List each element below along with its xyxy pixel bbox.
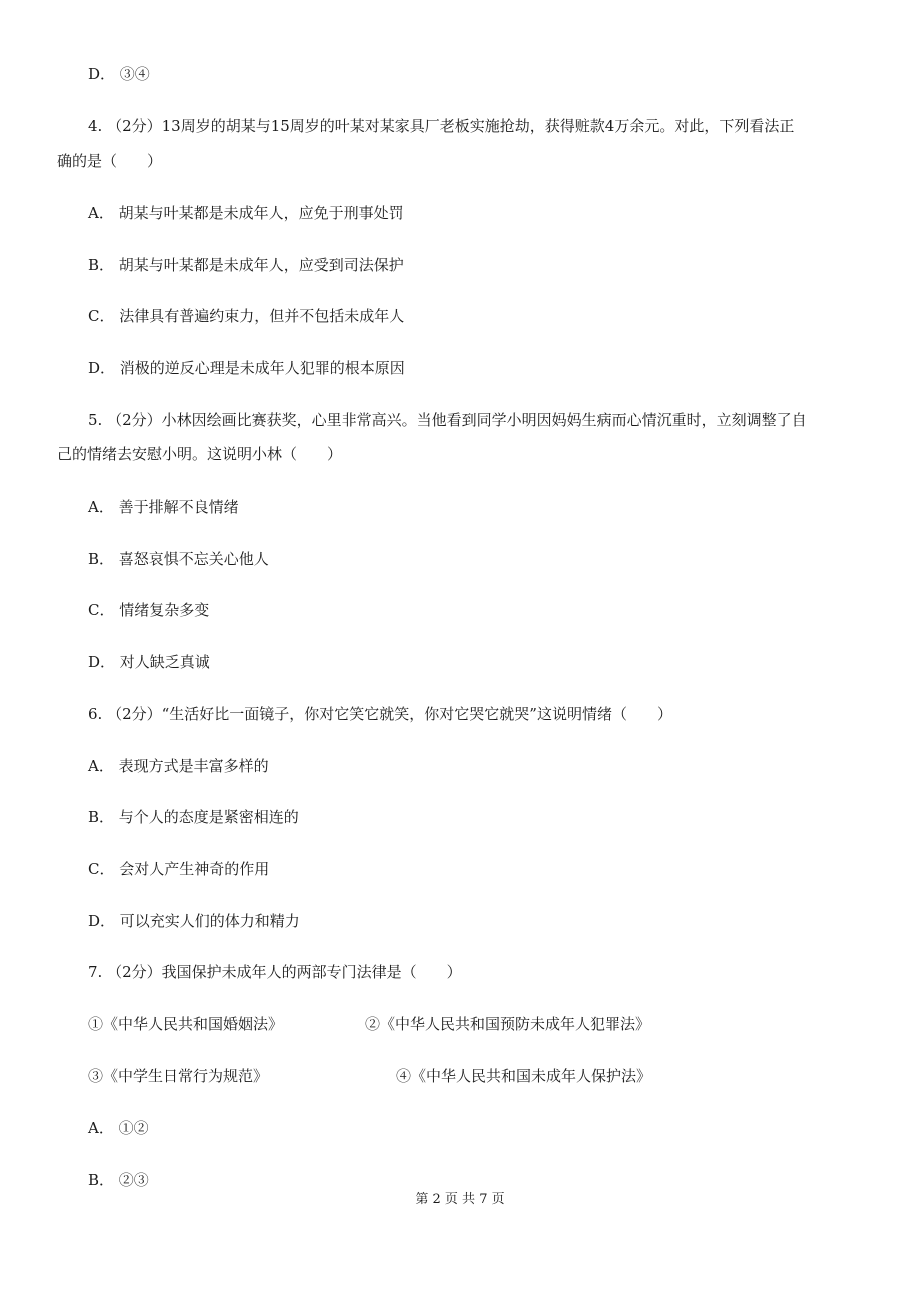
statement-2-q7: ②《中华人民共和国预防未成年人犯罪法》	[365, 1015, 651, 1033]
option-a-q7: A． ①②	[88, 1119, 149, 1137]
option-a-q6: A． 表现方式是丰富多样的	[88, 757, 269, 775]
option-b-q6: B． 与个人的态度是紧密相连的	[88, 808, 299, 826]
page-footer: 第 2 页 共 7 页	[415, 1192, 505, 1207]
question-6-line-1: 6. （2分）“生活好比一面镜子，你对它笑它就笑，你对它哭它就哭”这说明情绪（ ）	[88, 705, 672, 723]
option-c-q4: C． 法律具有普遍约束力，但并不包括未成年人	[88, 307, 405, 325]
question-5-line-2: 己的情绪去安慰小明。这说明小林（ ）	[57, 445, 343, 463]
option-d-q4: D． 消极的逆反心理是未成年人犯罪的根本原因	[88, 359, 405, 377]
question-7-line-1: 7. （2分）我国保护未成年人的两部专门法律是（ ）	[88, 963, 462, 981]
option-c-q6: C． 会对人产生神奇的作用	[88, 860, 270, 878]
option-b-q4: B． 胡某与叶某都是未成年人，应受到司法保护	[88, 256, 404, 274]
option-d-q3: D． ③④	[88, 65, 150, 83]
statement-3-q7: ③《中学生日常行为规范》	[88, 1067, 269, 1085]
option-a-q5: A． 善于排解不良情绪	[88, 498, 239, 516]
option-a-q4: A． 胡某与叶某都是未成年人，应免于刑事处罚	[88, 204, 404, 222]
option-b-q7: B． ②③	[88, 1171, 149, 1189]
statement-4-q7: ④《中华人民共和国未成年人保护法》	[396, 1067, 652, 1085]
question-4-line-2: 确的是（ ）	[57, 152, 163, 170]
option-b-q5: B． 喜怒哀惧不忘关心他人	[88, 550, 269, 568]
option-c-q5: C． 情绪复杂多变	[88, 601, 210, 619]
question-5-line-1: 5. （2分）小林因绘画比赛获奖，心里非常高兴。当他看到同学小明因妈妈生病而心情沉重时，立刻调整了自	[88, 411, 807, 429]
statement-1-q7: ①《中华人民共和国婚姻法》	[88, 1015, 284, 1033]
question-4-line-1: 4. （2分）13周岁的胡某与15周岁的叶某对某家具厂老板实施抢劫，获得赃款4万余元。对此，下列看法正	[88, 117, 795, 135]
option-d-q5: D． 对人缺乏真诚	[88, 653, 210, 671]
option-d-q6: D． 可以充实人们的体力和精力	[88, 912, 300, 930]
